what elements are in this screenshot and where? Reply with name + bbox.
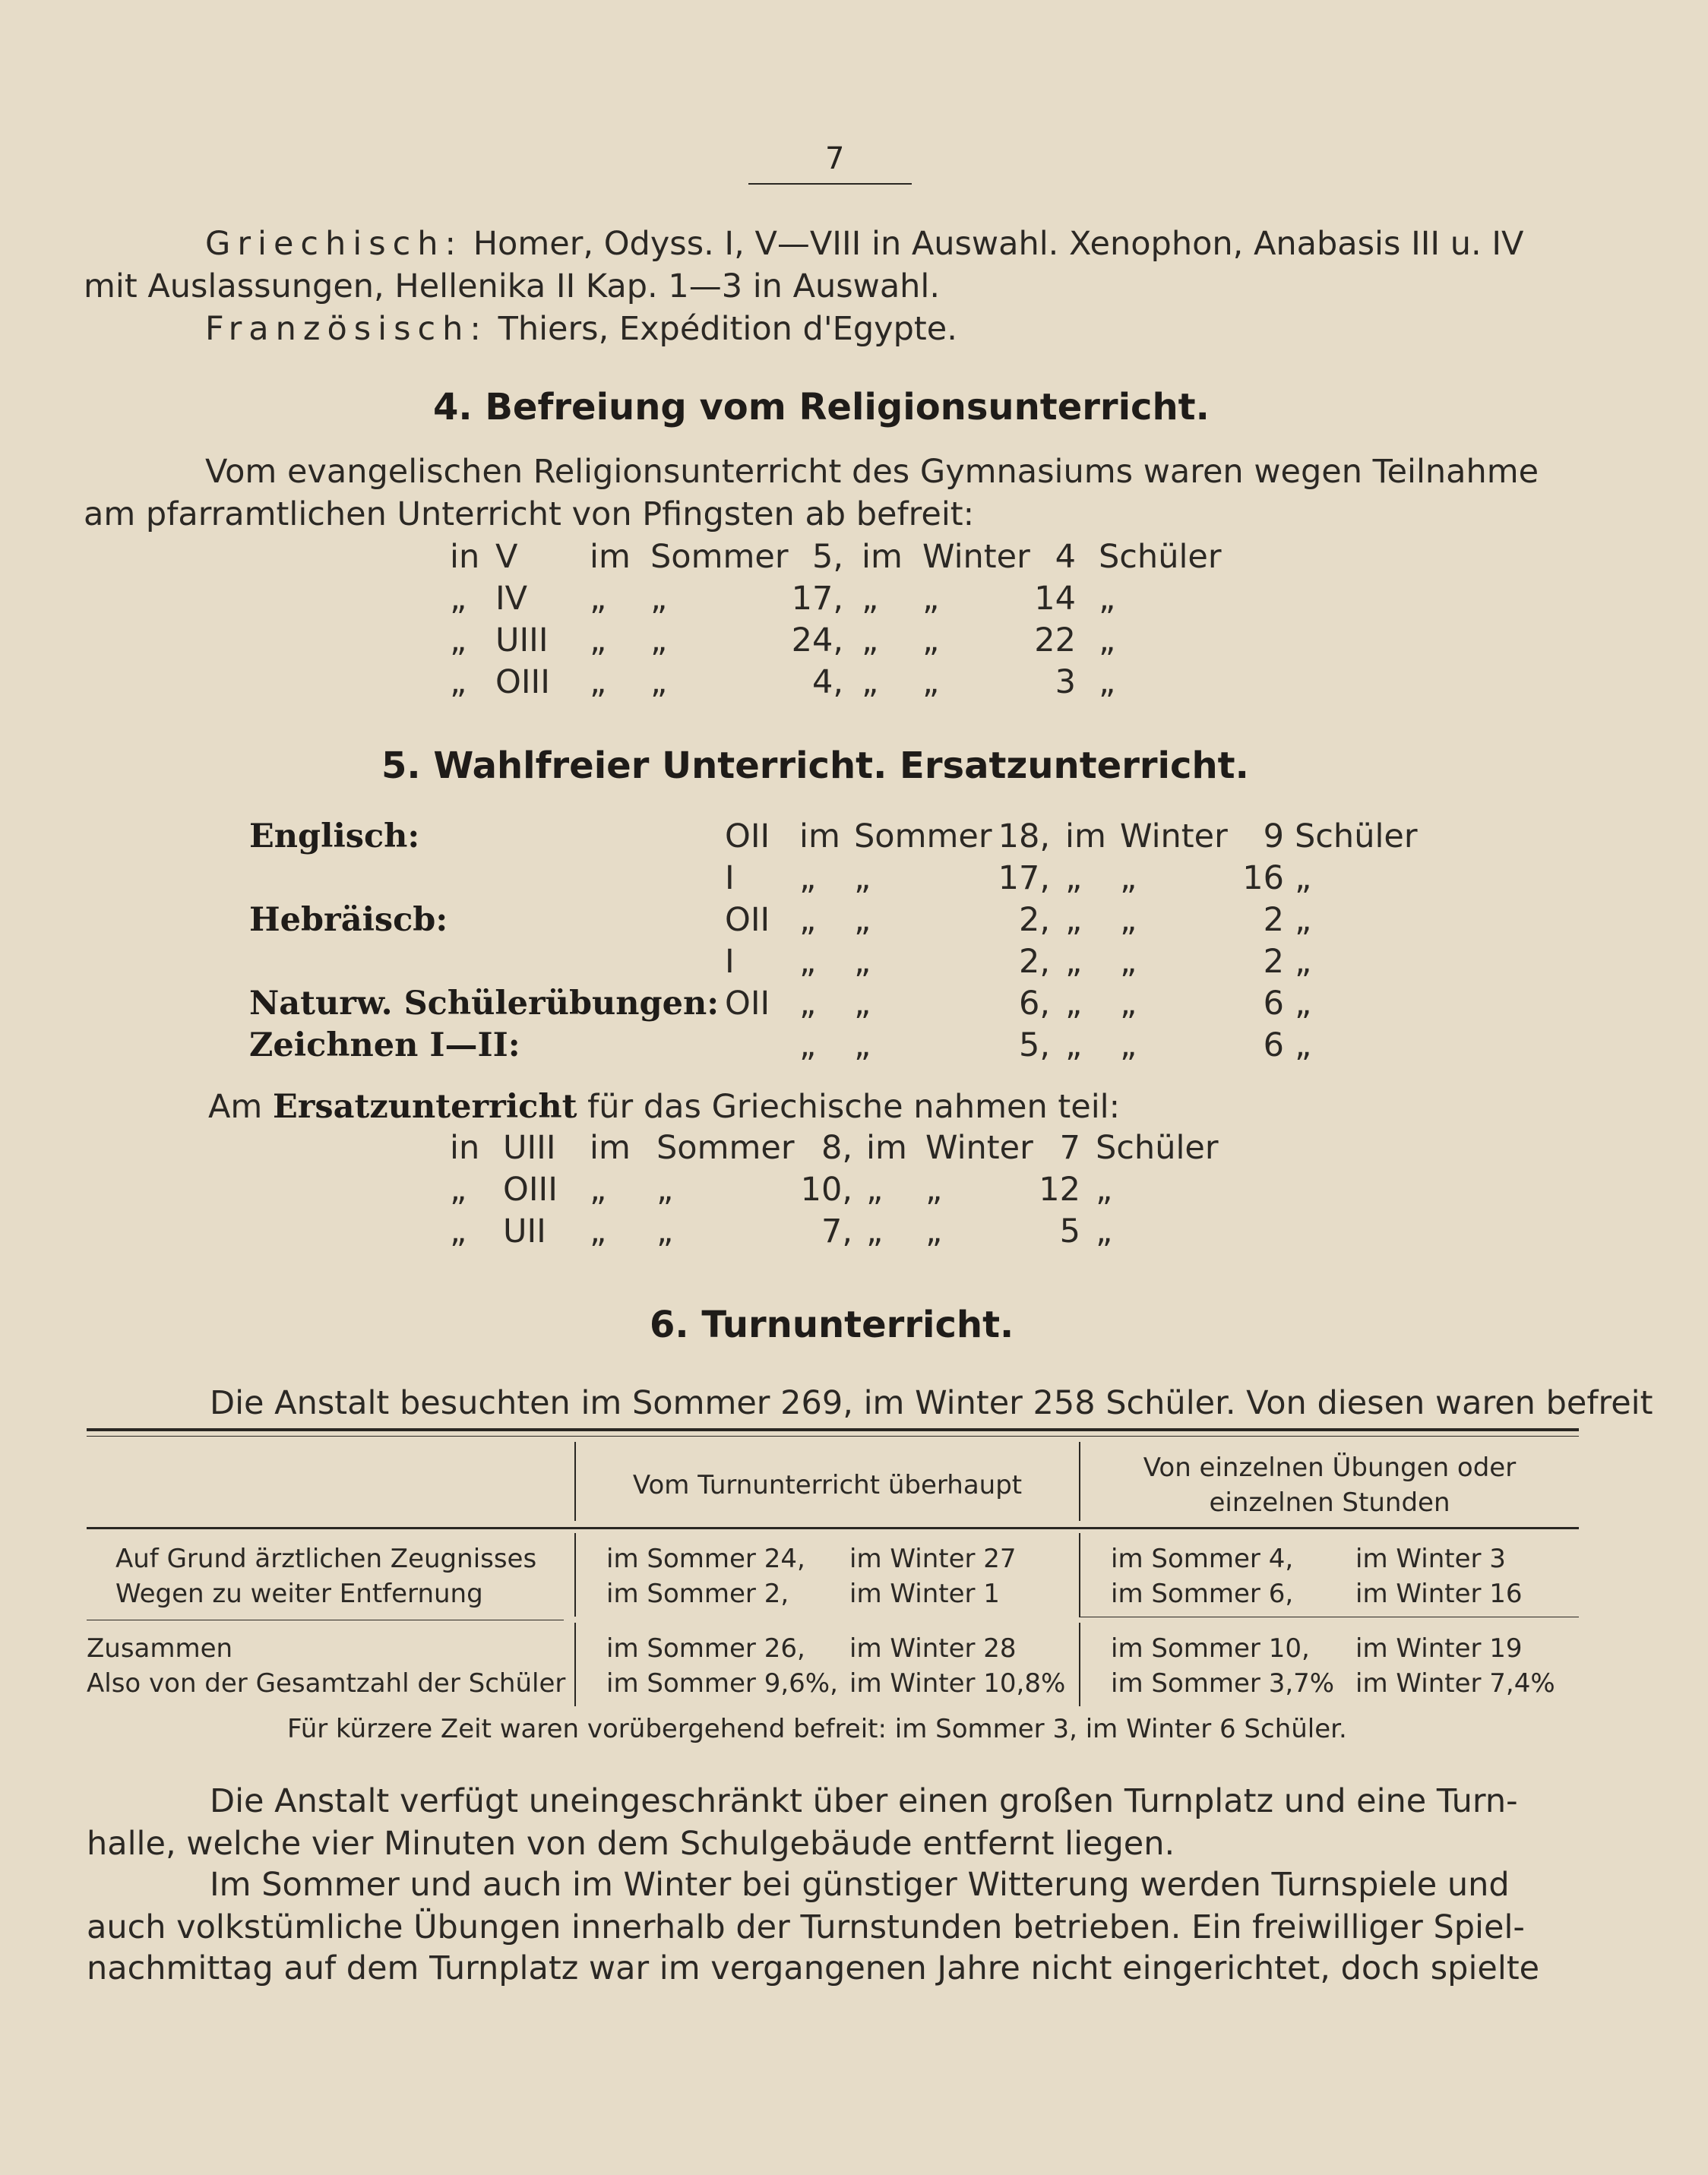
table-top-rule [87,1428,1579,1431]
section6-para2-line3: nachmittag auf dem Turnplatz war im vergangenen Jahre nicht eingerichtet, doch spielte [87,1949,1540,1987]
row-prefix: „ [450,1212,467,1250]
table-header-rule [87,1527,1579,1529]
row-col3: „ [866,1171,884,1209]
table-cell-a-winter: im Winter 27 [849,1544,1017,1574]
row-col2: Sommer [650,538,789,576]
row-col4: Winter [925,1129,1033,1167]
row-sommer: 4, [811,663,843,701]
table-col1-header: Vom Turnunterricht überhaupt [632,1470,1023,1500]
wahlfrei-col3: „ [1065,1026,1083,1064]
table-cell-b-sommer: im Sommer 10, [1111,1633,1310,1664]
row-col2: „ [650,580,668,618]
section6-para2-line2: auch volkstümliche Übungen innerhalb der Turnstunden betrieben. Ein freiwilliger Spiel- [87,1908,1525,1946]
section4-para-line1: Vom evangelischen Religionsunterricht des Gymnasiums waren wegen Teilnahme [205,453,1539,491]
wahlfrei-col1: „ [799,1026,817,1064]
wahlfrei-klasse: OII [725,901,770,939]
wahlfrei-sommer: 2, [1018,901,1050,939]
wahlfrei-col1: im [799,817,840,855]
row-col4: Winter [922,538,1030,576]
wahlfrei-label: Naturw. Schülerübungen: [249,985,720,1023]
griechisch-label: Griechisch: [205,225,463,263]
row-sommer: 7, [821,1212,852,1250]
section5-heading: 5. Wahlfreier Unterricht. Ersatzunterricht. [381,744,1249,787]
table-cell-b-winter: im Winter 16 [1355,1579,1523,1609]
wahlfrei-col1: „ [799,901,817,939]
row-col4: „ [925,1171,943,1209]
table-cell-b-sommer: im Sommer 6, [1111,1579,1294,1609]
row-col1: „ [590,1171,607,1209]
ersatz-bold: Ersatzunterricht [272,1088,577,1126]
row-col2: Sommer [656,1129,795,1167]
row-klasse: IV [495,580,528,618]
row-klasse: UIII [495,621,549,659]
table-cell-b-sommer: im Sommer 4, [1111,1544,1294,1574]
row-sommer: 5, [811,538,843,576]
wahlfrei-sommer: 18, [998,817,1050,855]
row-winter: 4 [1055,538,1076,576]
wahlfrei-klasse: I [725,943,735,981]
row-winter: 7 [1059,1129,1080,1167]
wahlfrei-winter: 2 [1263,943,1284,981]
row-col1: „ [590,580,607,618]
row-col4: „ [922,663,940,701]
table-row-label: Wegen zu weiter Entfernung [115,1579,483,1609]
wahlfrei-klasse: OII [725,985,770,1023]
row-prefix: „ [450,663,467,701]
row-col3: im [866,1129,907,1167]
row-unit: „ [1099,621,1116,659]
wahlfrei-col2: „ [854,943,871,981]
wahlfrei-unit: Schüler [1295,817,1418,855]
row-winter: 12 [1039,1171,1080,1209]
wahlfrei-col1: „ [799,859,817,897]
row-col4: „ [922,580,940,618]
table-vline-4 [1079,1533,1080,1617]
row-col2: „ [656,1212,674,1250]
wahlfrei-sommer: 2, [1018,943,1050,981]
wahlfrei-col4: „ [1120,985,1137,1023]
wahlfrei-klasse: OII [725,817,770,855]
row-unit: Schüler [1099,538,1222,576]
table-col2-header-line1: Von einzelnen Übungen oder [1143,1453,1517,1483]
row-prefix: in [450,538,480,576]
griechisch-text: Homer, Odyss. I, V—VIII in Auswahl. Xenophon, Anabasis III u. IV [473,225,1524,263]
wahlfrei-col1: „ [799,943,817,981]
row-prefix: „ [450,1171,467,1209]
section4-heading: 4. Befreiung vom Religionsunterricht. [433,386,1210,428]
table-cell-b-sommer: im Sommer 3,7% [1111,1668,1335,1699]
table-cell-a-winter: im Winter 28 [849,1633,1017,1664]
wahlfrei-winter: 6 [1263,985,1284,1023]
row-sommer: 8, [821,1129,852,1167]
table-col2-header-line2: einzelnen Stunden [1209,1487,1450,1518]
wahlfrei-unit: „ [1295,1026,1312,1064]
wahlfrei-col3: „ [1065,943,1083,981]
ersatz-rest: für das Griechische nahmen teil: [587,1088,1121,1126]
row-prefix: in [450,1129,480,1167]
wahlfrei-sommer: 5, [1018,1026,1050,1064]
wahlfrei-col4: „ [1120,1026,1137,1064]
row-col1: „ [590,621,607,659]
row-unit: „ [1096,1171,1113,1209]
wahlfrei-sommer: 17, [998,859,1050,897]
wahlfrei-label: Englisch: [249,817,420,855]
wahlfrei-sommer: 6, [1018,985,1050,1023]
wahlfrei-col2: „ [854,901,871,939]
wahlfrei-winter: 16 [1242,859,1284,897]
row-col3: im [862,538,903,576]
row-col1: „ [590,1212,607,1250]
row-klasse: UIII [503,1129,556,1167]
table-row-label: Auf Grund ärztlichen Zeugnisses [115,1544,537,1574]
row-klasse: V [495,538,518,576]
row-unit: Schüler [1096,1129,1219,1167]
table-row-label: Zusammen [87,1633,233,1664]
row-klasse: UII [503,1212,546,1250]
table-vline-3 [574,1533,576,1617]
wahlfrei-unit: „ [1295,943,1312,981]
row-sommer: 24, [791,621,843,659]
table-cell-a-sommer: im Sommer 2, [606,1579,789,1609]
wahlfrei-col4: Winter [1120,817,1228,855]
row-col1: im [590,1129,631,1167]
row-sommer: 17, [791,580,843,618]
row-unit: „ [1099,663,1116,701]
row-col4: „ [922,621,940,659]
row-col3: „ [862,580,879,618]
wahlfrei-col2: Sommer [854,817,992,855]
table-footnote: Für kürzere Zeit waren vorübergehend befreit: im Sommer 3, im Winter 6 Schüler. [287,1714,1347,1744]
table-cell-a-winter: im Winter 10,8% [849,1668,1066,1699]
wahlfrei-col4: „ [1120,859,1137,897]
franzoesisch-text: Thiers, Expédition d'Egypte. [498,310,957,348]
row-col3: „ [862,621,879,659]
row-winter: 3 [1055,663,1076,701]
wahlfrei-col3: „ [1065,901,1083,939]
wahlfrei-label: Zeichnen I—II: [249,1026,520,1064]
wahlfrei-col4: „ [1120,901,1137,939]
row-col1: „ [590,663,607,701]
wahlfrei-unit: „ [1295,859,1312,897]
row-unit: „ [1096,1212,1113,1250]
wahlfrei-unit: „ [1295,901,1312,939]
wahlfrei-unit: „ [1295,985,1312,1023]
wahlfrei-col2: „ [854,985,871,1023]
wahlfrei-col3: „ [1065,985,1083,1023]
row-col2: „ [650,621,668,659]
wahlfrei-col3: im [1065,817,1106,855]
wahlfrei-label: Hebräiscb: [249,901,448,939]
table-cell-a-sommer: im Sommer 26, [606,1633,805,1664]
section6-intro: Die Anstalt besuchten im Sommer 269, im Winter 258 Schüler. Von diesen waren befreit [210,1384,1653,1422]
wahlfrei-col3: „ [1065,859,1083,897]
table-cell-b-winter: im Winter 7,4% [1355,1668,1555,1699]
row-col1: im [590,538,631,576]
franzoesisch-line [205,310,957,348]
page-number-rule [748,183,912,185]
ersatz-line [208,1088,1120,1126]
row-sommer: 10, [800,1171,852,1209]
section6-heading: 6. Turnunterricht. [650,1304,1014,1346]
wahlfrei-col2: „ [854,859,871,897]
table-top-rule-thin [87,1436,1579,1437]
row-winter: 14 [1034,580,1076,618]
wahlfrei-winter: 6 [1263,1026,1284,1064]
table-cell-a-sommer: im Sommer 24, [606,1544,805,1574]
griechisch-line1 [205,225,1523,263]
row-col4: „ [925,1212,943,1250]
table-vline-6 [1079,1623,1080,1706]
row-unit: „ [1099,580,1116,618]
wahlfrei-col1: „ [799,985,817,1023]
griechisch-line2: mit Auslassungen, Hellenika II Kap. 1—3 in Auswahl. [84,267,941,305]
table-cell-a-winter: im Winter 1 [849,1579,1000,1609]
row-winter: 5 [1059,1212,1080,1250]
row-klasse: OIII [503,1171,558,1209]
section6-para1-line1: Die Anstalt verfügt uneingeschränkt über einen großen Turnplatz und eine Turn- [210,1782,1518,1820]
wahlfrei-winter: 9 [1263,817,1284,855]
table-row-label: Also von der Gesamtzahl der Schüler [87,1668,566,1699]
row-col3: „ [866,1212,884,1250]
row-klasse: OIII [495,663,550,701]
franzoesisch-label: Französisch: [205,310,488,348]
row-winter: 22 [1034,621,1076,659]
table-cell-a-sommer: im Sommer 9,6%, [606,1668,838,1699]
wahlfrei-klasse: I [725,859,735,897]
ersatz-am: Am [208,1088,263,1126]
table-cell-b-winter: im Winter 19 [1355,1633,1523,1664]
row-col2: „ [650,663,668,701]
table-cell-b-winter: im Winter 3 [1355,1544,1506,1574]
wahlfrei-col2: „ [854,1026,871,1064]
section4-para-line2: am pfarramtlichen Unterricht von Pfingsten ab befreit: [84,495,975,533]
row-prefix: „ [450,580,467,618]
row-col3: „ [862,663,879,701]
page-number: 7 [825,141,845,176]
section6-para1-line2: halle, welche vier Minuten von dem Schulgebäude entfernt liegen. [87,1825,1175,1863]
section6-para2-line1: Im Sommer und auch im Winter bei günstiger Witterung werden Turnspiele und [210,1866,1510,1904]
wahlfrei-winter: 2 [1263,901,1284,939]
table-vline-5 [574,1623,576,1706]
row-col2: „ [656,1171,674,1209]
wahlfrei-col4: „ [1120,943,1137,981]
row-prefix: „ [450,621,467,659]
